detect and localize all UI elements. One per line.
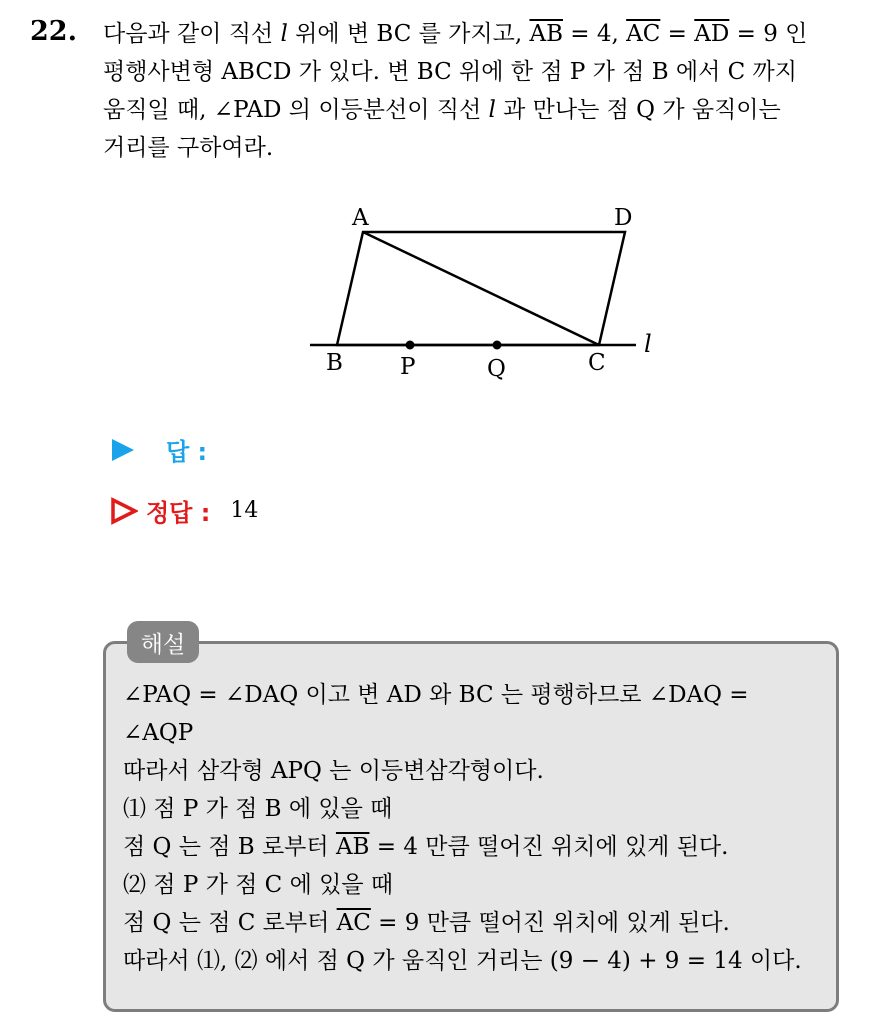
point-q [493,341,502,350]
label-c: C [588,350,606,376]
outline-triangle-icon [110,497,138,525]
correct-answer-row [110,493,258,528]
solution-line-5: 점 Q 는 점 B 로부터 $\overline{AB} = 4$ 만큼 떨어진 위치에 있게 된다. [123,834,729,860]
segment-ac: $\overline{AC}$ [626,21,661,47]
question-line-4: 거리를 구하여라. [103,135,274,161]
solution-line-4: ⑴ 점 P 가 점 B 에 있을 때 [123,796,393,822]
correct-answer-label: 정답 : [146,499,211,527]
label-b: B [326,350,343,376]
solution-line-8: 따라서 ⑴, ⑵ 에서 점 Q 가 움직인 거리는 (9 − 4) + 9 = 14 이다. [123,948,802,974]
solution-line-3: 따라서 삼각형 APQ 는 이등변삼각형이다. [123,758,544,784]
answer-row [110,432,207,467]
correct-answer-value: 14 [230,498,259,523]
label-q: Q [487,356,506,382]
point-p [406,341,415,350]
label-p: P [400,354,416,380]
segment-ab: $\overline{AB}$ [335,834,370,860]
question-line-3: 움직일 때, ∠PAD 의 이등분선이 직선 l 과 만나는 점 Q 가 움직이는 [103,97,781,123]
label-d: D [614,205,633,231]
parallelogram-figure [300,195,700,390]
label-a: A [352,205,369,231]
label-l: l [644,330,652,358]
solution-line-1: ∠PAQ = ∠DAQ 이고 변 AD 와 BC 는 평행하므로 ∠DAQ = [123,682,749,708]
solution-text [123,676,828,980]
question-number: 22. [30,16,77,47]
solution-line-7: 점 Q 는 점 C 로부터 $\overline{AC} = 9$ 만큼 떨어진 위치에 있게 된다. [123,910,730,936]
segment-ab: $\overline{AB}$ [529,21,563,47]
solution-line-2: ∠AQP [123,720,194,746]
solution-line-6: ⑵ 점 P 가 점 C 에 있을 때 [123,872,394,898]
play-triangle-icon [110,437,136,463]
segment-ac: $\overline{AC}$ [336,910,371,936]
question-line-1: 다음과 같이 직선 l 위에 변 BC 를 가지고, $\overline{AB} = 4$, $\overline{AC} = \overline{AD} = 9$ 인 [103,21,808,47]
question-line-2: 평행사변형 ABCD 가 있다. 변 BC 위에 한 점 P 가 점 B 에서 C 까지 [103,59,797,85]
diagonal-ac [363,232,599,345]
answer-label: 답 : [166,438,208,466]
question-text [103,15,863,167]
solution-tag: 해설 [127,621,199,663]
segment-ad: $\overline{AD}$ [694,21,730,47]
